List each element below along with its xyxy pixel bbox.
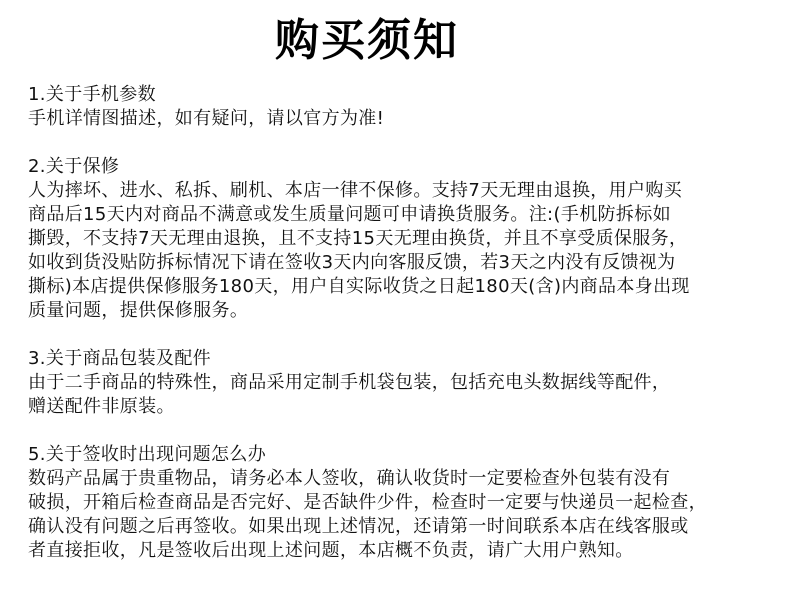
notice-content bbox=[28, 83, 784, 587]
section-heading: 5.关于签收时出现问题怎么办 bbox=[28, 444, 267, 465]
section-text-line: 商品后15天内对商品不满意或发生质量问题可申请换货服务。注:(手机防拆标如 bbox=[28, 204, 671, 225]
section-heading: 3.关于商品包装及配件 bbox=[28, 348, 212, 369]
section-heading: 1.关于手机参数 bbox=[28, 84, 156, 105]
section-heading: 2.关于保修 bbox=[28, 156, 120, 177]
section-text-line: 手机详情图描述，如有疑问，请以官方为准! bbox=[28, 108, 385, 129]
section-text-line: 人为摔坏、进水、私拆、刷机、本店一律不保修。支持7天无理由退换，用户购买 bbox=[28, 180, 683, 201]
section-text-line: 撕毁，不支持7天无理由退换，且不支持15天无理由换货，并且不享受质保服务， bbox=[28, 228, 688, 249]
section-delivery-issues bbox=[28, 443, 784, 563]
section-text-line: 确认没有问题之后再签收。如果出现上述情况，还请第一时间联系本店在线客服或 bbox=[28, 516, 689, 537]
section-text-line: 破损，开箱后检查商品是否完好、是否缺件少件，检查时一定要与快递员一起检查， bbox=[28, 492, 707, 513]
section-text-line: 数码产品属于贵重物品，请务必本人签收，确认收货时一定要检查外包装有没有 bbox=[28, 468, 671, 489]
section-packaging bbox=[28, 347, 784, 419]
section-text-line: 者直接拒收，凡是签收后出现上述问题，本店概不负责，请广大用户熟知。 bbox=[28, 540, 634, 561]
section-text-line: 由于二手商品的特殊性，商品采用定制手机袋包装，包括充电头数据线等配件， bbox=[28, 372, 671, 393]
section-phone-specs bbox=[28, 83, 784, 131]
section-warranty bbox=[28, 155, 784, 323]
section-text-line: 撕标)本店提供保修服务180天，用户自实际收货之日起180天(含)内商品本身出现 bbox=[28, 276, 690, 297]
section-text-line: 如收到货没贴防拆标情况下请在签收3天内向客服反馈，若3天之内没有反馈视为 bbox=[28, 252, 676, 273]
page-title: 购买须知 bbox=[275, 15, 459, 66]
section-text-line: 赠送配件非原装。 bbox=[28, 396, 175, 417]
section-text-line: 质量问题，提供保修服务。 bbox=[28, 300, 249, 321]
